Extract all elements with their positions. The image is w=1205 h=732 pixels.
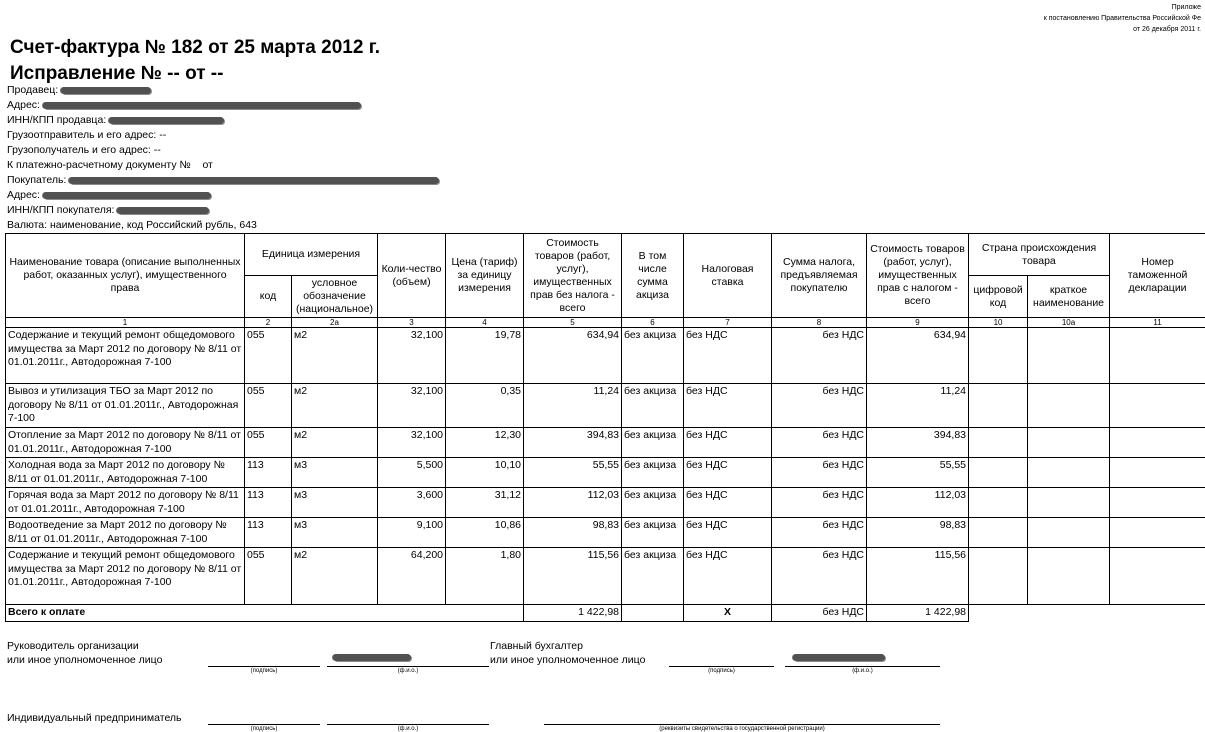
cell-unit: м2	[292, 328, 378, 384]
cell-tax: без НДС	[772, 518, 867, 548]
cell-total: 11,24	[867, 384, 969, 428]
entrepreneur-label: Индивидуальный предприниматель	[7, 712, 182, 724]
total-row	[6, 605, 1205, 622]
cell-qty: 32,100	[378, 428, 446, 458]
column-number: 9	[867, 318, 969, 328]
cell-code: 113	[245, 518, 292, 548]
currency-row: Валюта: наименование, код Российский рубль, 643	[7, 219, 257, 231]
column-number: 2а	[292, 318, 378, 328]
cell-total: 115,56	[867, 548, 969, 605]
cell-tax: без НДС	[772, 548, 867, 605]
cell-empty	[1110, 384, 1205, 428]
cell-tax: без НДС	[772, 488, 867, 518]
caption-cert: (реквизиты свидетельства о государственной регистрации)	[659, 726, 825, 732]
cell-total: 55,55	[867, 458, 969, 488]
cell-cost: 634,94	[524, 328, 622, 384]
cell-empty	[1110, 458, 1205, 488]
cell-price: 10,10	[446, 458, 524, 488]
appendix-line: от 26 декабря 2011 г.	[1133, 26, 1201, 33]
correction-title: Исправление № -- от --	[10, 63, 224, 84]
col-country-code-header: цифровой код	[969, 276, 1028, 318]
cell-cost: 394,83	[524, 428, 622, 458]
head-name-line	[327, 666, 489, 667]
col-unit-code-header: код	[245, 276, 292, 318]
accountant-signature-label	[490, 639, 645, 667]
col-name-header: Наименование товара (описание выполненных работ, оказанных услуг), имущественного права	[6, 234, 245, 318]
cell-excise: без акциза	[622, 518, 684, 548]
cell-excise: без акциза	[622, 548, 684, 605]
cell-excise: без акциза	[622, 488, 684, 518]
cell-empty	[1110, 428, 1205, 458]
appendix-note	[981, 2, 1201, 35]
buyer-address-row	[7, 188, 439, 203]
cell-rate: без НДС	[684, 428, 772, 458]
column-number: 2	[245, 318, 292, 328]
col-customs-header: Номер таможенной декларации	[1110, 234, 1205, 318]
entrepreneur-cert-line	[544, 724, 940, 725]
cell-code: 113	[245, 458, 292, 488]
cell-empty	[1028, 518, 1110, 548]
cell-name: Водоотведение за Март 2012 по договору № 8/11 от 01.01.2011г., Автодорожная 7-100	[6, 518, 245, 548]
cell-empty	[969, 328, 1028, 384]
cell-rate: без НДС	[684, 518, 772, 548]
column-number: 5	[524, 318, 622, 328]
cell-tax: без НДС	[772, 428, 867, 458]
cell-total: 112,03	[867, 488, 969, 518]
accountant-name-line	[785, 666, 940, 667]
caption-sign: (подпись)	[250, 726, 278, 732]
redacted-head-name	[333, 654, 411, 661]
col-price-header: Цена (тариф) за единицу измерения	[446, 234, 524, 318]
cell-qty: 9,100	[378, 518, 446, 548]
seller-address-row	[7, 98, 439, 113]
col-tax-header: Сумма налога, предъявляемая покупателю	[772, 234, 867, 318]
cell-unit: м3	[292, 518, 378, 548]
cell-price: 19,78	[446, 328, 524, 384]
total-excise	[622, 605, 684, 622]
cell-cost: 11,24	[524, 384, 622, 428]
redacted-seller-address	[43, 102, 361, 109]
invoice-header	[7, 83, 439, 233]
cell-cost: 115,56	[524, 548, 622, 605]
cell-qty: 32,100	[378, 328, 446, 384]
cell-code: 055	[245, 428, 292, 458]
column-number: 3	[378, 318, 446, 328]
column-number: 8	[772, 318, 867, 328]
column-number: 11	[1110, 318, 1205, 328]
buyer-label: Покупатель:	[7, 174, 67, 186]
redacted-buyer	[69, 177, 439, 184]
col-qty-header: Коли-чество (объем)	[378, 234, 446, 318]
cell-price: 10,86	[446, 518, 524, 548]
cell-rate: без НДС	[684, 328, 772, 384]
cell-unit: м2	[292, 428, 378, 458]
cell-empty	[1028, 488, 1110, 518]
total-label: Всего к оплате	[6, 605, 524, 622]
col-country-header: Страна происхождения товара	[969, 234, 1110, 276]
col-excise-header: В том числе сумма акциза	[622, 234, 684, 318]
consignor-row: Грузоотправитель и его адрес: --	[7, 129, 167, 141]
cell-rate: без НДС	[684, 488, 772, 518]
invoice-title: Счет-фактура № 182 от 25 марта 2012 г.	[10, 37, 380, 58]
cell-qty: 5,500	[378, 458, 446, 488]
redacted-buyer-address	[43, 192, 211, 199]
cell-unit: м2	[292, 548, 378, 605]
column-number: 4	[446, 318, 524, 328]
cell-rate: без НДС	[684, 458, 772, 488]
cell-excise: без акциза	[622, 458, 684, 488]
payment-doc-row: К платежно-расчетному документу № от	[7, 159, 213, 171]
appendix-line: Приложе	[1171, 4, 1201, 11]
total-x-mark: X	[684, 605, 772, 622]
cell-excise: без акциза	[622, 328, 684, 384]
cell-empty	[1028, 428, 1110, 458]
cell-name: Содержание и текущий ремонт общедомового имущества за Март 2012 по договору № 8/11 от 01.01.2011г., Автодорожная 7-100	[6, 328, 245, 384]
total-cost: 1 422,98	[524, 605, 622, 622]
redacted-seller-inn	[109, 117, 224, 124]
col-country-name-header: краткое наименование	[1028, 276, 1110, 318]
column-number: 1	[6, 318, 245, 328]
cell-empty	[969, 518, 1028, 548]
seller-address-label: Адрес:	[7, 99, 40, 111]
head-label-line1: Руководитель организации	[7, 640, 139, 652]
cell-qty: 64,200	[378, 548, 446, 605]
cell-empty	[969, 428, 1028, 458]
cell-unit: м3	[292, 458, 378, 488]
cell-cost: 98,83	[524, 518, 622, 548]
redacted-buyer-inn	[117, 207, 209, 214]
caption-name: (ф.и.о.)	[397, 668, 419, 674]
cell-code: 113	[245, 488, 292, 518]
cell-tax: без НДС	[772, 328, 867, 384]
total-empty	[969, 605, 1205, 622]
cell-name: Холодная вода за Март 2012 по договору № 8/11 от 01.01.2011г., Автодорожная 7-100	[6, 458, 245, 488]
accountant-label-line2: или иное уполномоченное лицо	[490, 654, 646, 666]
cell-total: 394,83	[867, 428, 969, 458]
seller-row	[7, 83, 439, 98]
cell-empty	[1028, 328, 1110, 384]
document-title	[10, 35, 380, 87]
cell-empty	[969, 488, 1028, 518]
head-label-line2: или иное уполномоченное лицо	[7, 654, 163, 666]
cell-rate: без НДС	[684, 548, 772, 605]
cell-empty	[1110, 548, 1205, 605]
table-row	[6, 428, 1205, 458]
buyer-address-label: Адрес:	[7, 189, 40, 201]
cell-name: Отопление за Март 2012 по договору № 8/11 от 01.01.2011г., Автодорожная 7-100	[6, 428, 245, 458]
cell-empty	[1110, 328, 1205, 384]
column-number: 10	[969, 318, 1028, 328]
col-rate-header: Налоговая ставка	[684, 234, 772, 318]
table-row	[6, 458, 1205, 488]
total-tax: без НДС	[772, 605, 867, 622]
cell-empty	[1110, 518, 1205, 548]
cell-empty	[969, 548, 1028, 605]
cell-empty	[1028, 458, 1110, 488]
accountant-signature-line	[669, 666, 774, 667]
table-row	[6, 384, 1205, 428]
buyer-row	[7, 173, 439, 188]
entrepreneur-name-line	[327, 724, 489, 725]
total-with-tax: 1 422,98	[867, 605, 969, 622]
cell-empty	[969, 458, 1028, 488]
cell-price: 31,12	[446, 488, 524, 518]
entrepreneur-signature-line	[208, 724, 320, 725]
col-cost-header: Стоимость товаров (работ, услуг), имущественных прав без налога - всего	[524, 234, 622, 318]
cell-price: 12,30	[446, 428, 524, 458]
cell-empty	[1028, 548, 1110, 605]
buyer-inn-row	[7, 203, 439, 218]
accountant-label-line1: Главный бухгалтер	[490, 640, 583, 652]
redacted-accountant-name	[793, 654, 885, 661]
seller-inn-label: ИНН/КПП продавца:	[7, 114, 107, 126]
cell-code: 055	[245, 384, 292, 428]
cell-tax: без НДС	[772, 384, 867, 428]
head-signature-line	[208, 666, 320, 667]
column-number: 10а	[1028, 318, 1110, 328]
cell-tax: без НДС	[772, 458, 867, 488]
cell-code: 055	[245, 548, 292, 605]
cell-qty: 3,600	[378, 488, 446, 518]
table-row	[6, 488, 1205, 518]
seller-label: Продавец:	[7, 84, 59, 96]
cell-total: 98,83	[867, 518, 969, 548]
cell-cost: 55,55	[524, 458, 622, 488]
col-unit-header: Единица измерения	[245, 234, 378, 276]
invoice-table	[5, 233, 1205, 622]
cell-price: 0,35	[446, 384, 524, 428]
col-total-header: Стоимость товаров (работ, услуг), имущественных прав с налогом - всего	[867, 234, 969, 318]
column-numbers-row	[6, 318, 1205, 328]
table-row	[6, 328, 1205, 384]
col-unit-name-header: условное обозначение (национальное)	[292, 276, 378, 318]
cell-excise: без акциза	[622, 384, 684, 428]
table-row	[6, 548, 1205, 605]
seller-inn-row	[7, 113, 439, 128]
cell-excise: без акциза	[622, 428, 684, 458]
head-signature-label	[7, 639, 162, 667]
cell-name: Горячая вода за Март 2012 по договору № 8/11 от 01.01.2011г., Автодорожная 7-100	[6, 488, 245, 518]
cell-unit: м2	[292, 384, 378, 428]
cell-empty	[1028, 384, 1110, 428]
column-number: 6	[622, 318, 684, 328]
cell-name: Содержание и текущий ремонт общедомового имущества за Март 2012 по договору № 8/11 от 01.01.2011г., Автодорожная 7-100	[6, 548, 245, 605]
caption-sign: (подпись)	[250, 668, 278, 674]
buyer-inn-label: ИНН/КПП покупателя:	[7, 204, 115, 216]
cell-code: 055	[245, 328, 292, 384]
cell-empty	[1110, 488, 1205, 518]
caption-sign: (подпись)	[708, 668, 735, 674]
table-row	[6, 518, 1205, 548]
cell-cost: 112,03	[524, 488, 622, 518]
redacted-seller	[61, 87, 151, 94]
column-number: 7	[684, 318, 772, 328]
appendix-line: к постановлению Правительства Российской Фе	[1043, 15, 1201, 22]
caption-name: (ф.и.о.)	[397, 726, 419, 732]
cell-price: 1,80	[446, 548, 524, 605]
consignee-row: Грузополучатель и его адрес: --	[7, 144, 161, 156]
cell-total: 634,94	[867, 328, 969, 384]
caption-name: (ф.и.о.)	[852, 668, 873, 674]
cell-unit: м3	[292, 488, 378, 518]
cell-qty: 32,100	[378, 384, 446, 428]
cell-rate: без НДС	[684, 384, 772, 428]
cell-name: Вывоз и утилизация ТБО за Март 2012 по договору № 8/11 от 01.01.2011г., Автодорожная 7-100	[6, 384, 245, 428]
cell-empty	[969, 384, 1028, 428]
